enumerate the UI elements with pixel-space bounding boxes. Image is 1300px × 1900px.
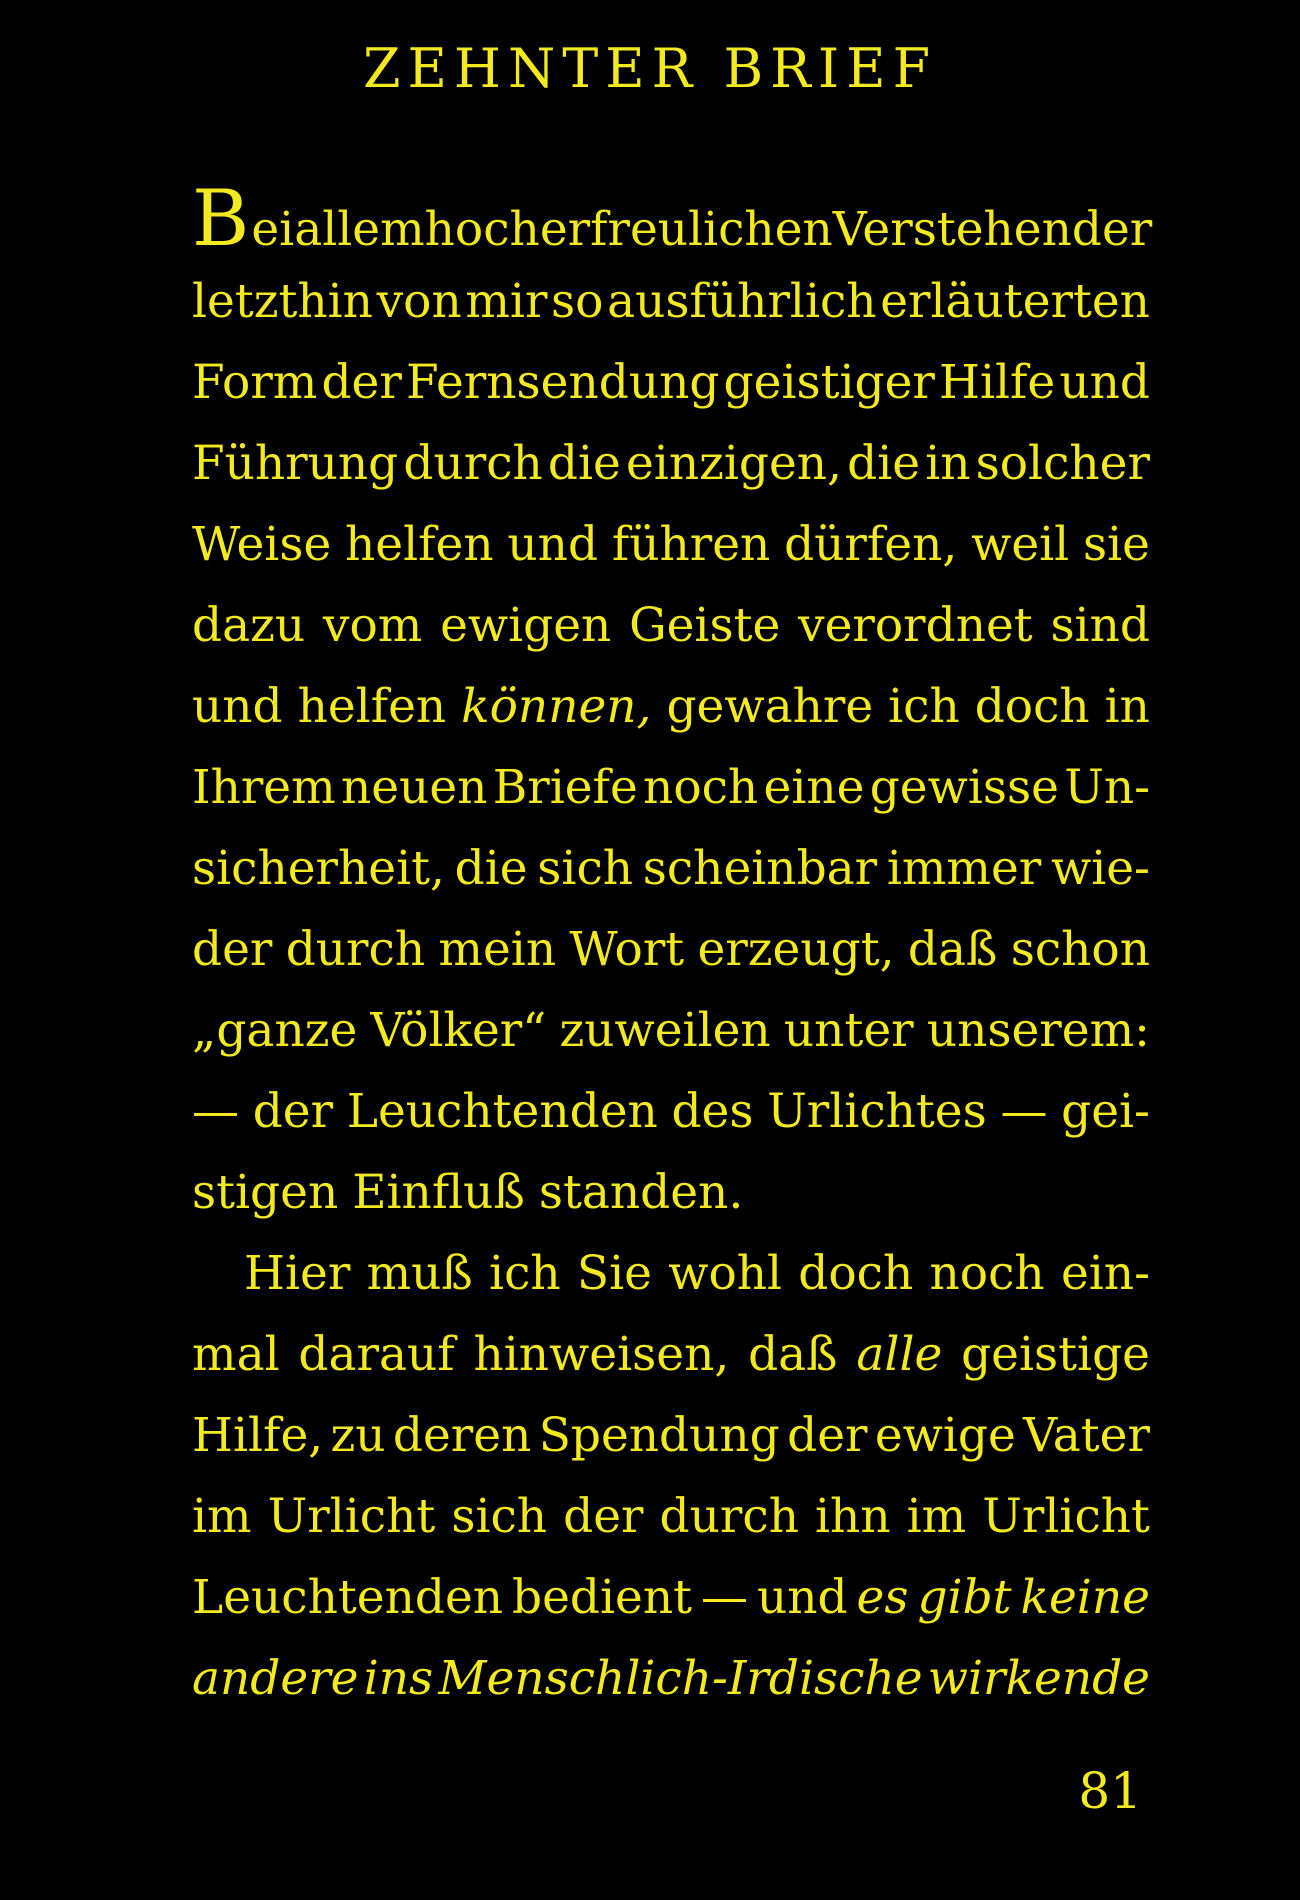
word: der [252, 1084, 334, 1139]
word: — [700, 1570, 748, 1625]
page-number: 81 [1078, 1762, 1142, 1820]
word: sie [1082, 517, 1150, 572]
word: Hilfe [938, 355, 1056, 410]
word: alle [856, 1327, 943, 1382]
word: und [192, 679, 283, 734]
text-line [192, 585, 1150, 666]
word: durch [403, 436, 543, 491]
word: in [1104, 679, 1150, 734]
paragraph-1 [192, 174, 1153, 1233]
text-line [192, 504, 1150, 585]
text-line [192, 342, 1150, 423]
word: Menschlich-Irdische [438, 1651, 923, 1706]
word: dürfen, [784, 517, 958, 572]
word: neuen [340, 760, 488, 815]
text-line [192, 666, 1150, 747]
word: ein- [1060, 1246, 1150, 1301]
word: ich [888, 679, 960, 734]
word: Hilfe, [192, 1408, 324, 1463]
word: Leuchtenden [192, 1570, 504, 1625]
word: im [192, 1489, 252, 1544]
word: „ganze [192, 1003, 358, 1058]
word: Fernsendung [405, 355, 720, 410]
word: stigen [192, 1165, 339, 1220]
word: Völker“ [370, 1003, 547, 1058]
word: zuweilen [559, 1003, 771, 1058]
word: Einfluß [352, 1165, 525, 1220]
word: Wort [569, 922, 685, 977]
word: Urlicht [267, 1489, 436, 1544]
word: deren [392, 1408, 532, 1463]
word: unter [783, 1003, 914, 1058]
word: Geiste [629, 598, 781, 653]
word: und [1059, 355, 1150, 410]
word: verordnet [798, 598, 1033, 653]
text-line [192, 747, 1150, 828]
word: von [376, 274, 462, 329]
page-title: ZEHNTER BRIEF [362, 37, 938, 100]
word: die [547, 436, 621, 491]
word: — [1000, 1084, 1048, 1139]
word: Vater [1023, 1408, 1150, 1463]
word: Sie [576, 1246, 652, 1301]
text-line [192, 1638, 1150, 1719]
word: zu [330, 1408, 386, 1463]
body-text [192, 174, 1153, 1719]
word: es [856, 1570, 909, 1625]
text-line [192, 990, 1150, 1071]
text-line [192, 909, 1150, 990]
word: im [906, 1489, 967, 1544]
word: hinweisen, [473, 1327, 730, 1382]
word: wie- [1050, 841, 1150, 896]
word: Form [192, 355, 318, 410]
word: ins [363, 1651, 434, 1706]
word: der [787, 1408, 868, 1463]
word: sind [1050, 598, 1150, 653]
word: mein [438, 922, 557, 977]
word: führen [611, 517, 771, 572]
word: helfen [297, 679, 447, 734]
word: ei [251, 202, 295, 257]
word: hocherfreulichen [424, 202, 833, 257]
word: sicherheit, [192, 841, 445, 896]
text-line [192, 423, 1150, 504]
word: ewigen [440, 598, 612, 653]
text-line [192, 828, 1150, 909]
word: darauf [298, 1327, 455, 1382]
word: wohl [668, 1246, 783, 1301]
text-line [192, 174, 1153, 264]
word: gibt [917, 1570, 1012, 1625]
paragraph-2 [192, 1233, 1150, 1719]
word: die [454, 841, 528, 896]
word: bedient [512, 1570, 692, 1625]
word: und [756, 1570, 848, 1625]
word: Hier [244, 1246, 351, 1301]
word: erläuterten [880, 274, 1150, 329]
word: geistiger [723, 355, 935, 410]
word: andere [192, 1651, 359, 1706]
word: muß [366, 1246, 473, 1301]
word: erzeugt, [697, 922, 895, 977]
word: der [192, 922, 273, 977]
word: daß [748, 1327, 838, 1382]
word: allem [294, 202, 425, 257]
word: der [563, 1489, 644, 1544]
word: eine [763, 760, 865, 815]
text-line [192, 1071, 1150, 1152]
word: durch [659, 1489, 799, 1544]
text-line [192, 1395, 1150, 1476]
word: sich [537, 841, 634, 896]
word: so [551, 274, 604, 329]
word: standen. [538, 1165, 744, 1220]
word: noch [643, 760, 759, 815]
word: ewige [874, 1408, 1016, 1463]
word: dazu [192, 598, 306, 653]
word: in [925, 436, 971, 491]
word: des [671, 1084, 754, 1139]
text-line [192, 1152, 1150, 1233]
word: Leuchtenden [346, 1084, 658, 1139]
word: ausführlich [607, 274, 877, 329]
text-line [192, 1233, 1150, 1314]
word: immer [886, 841, 1042, 896]
word: solcher [975, 436, 1150, 491]
word: noch [929, 1246, 1045, 1301]
word: Urlicht [982, 1489, 1150, 1544]
word: sich [451, 1489, 548, 1544]
word: Urlichtes [767, 1084, 987, 1139]
word: ich [489, 1246, 561, 1301]
word: — [192, 1084, 239, 1139]
word: daß [907, 922, 998, 977]
word: gewisse [869, 760, 1059, 815]
first-word [192, 174, 295, 270]
word: scheinbar [642, 841, 878, 896]
word: Verstehen [832, 202, 1072, 257]
word: Weise [192, 517, 332, 572]
word: können, [461, 679, 652, 734]
word: und [507, 517, 599, 572]
word: die [847, 436, 921, 491]
word: gewahre [666, 679, 874, 734]
word: mal [192, 1327, 280, 1382]
word: der [321, 355, 402, 410]
word: helfen [345, 517, 494, 572]
word: durch [285, 922, 426, 977]
word: ihn [815, 1489, 891, 1544]
word: gei- [1061, 1084, 1150, 1139]
word: geistige [961, 1327, 1150, 1382]
text-line [192, 1476, 1150, 1557]
word: Führung [192, 436, 399, 491]
text-line [192, 1557, 1150, 1638]
word: Ihrem [192, 760, 336, 815]
word: Briefe [492, 760, 638, 815]
word: Un- [1064, 760, 1150, 815]
word: weil [971, 517, 1070, 572]
word: einzigen, [625, 436, 843, 491]
text-line [192, 261, 1150, 342]
word: unserem: [926, 1003, 1150, 1058]
text-line [192, 1314, 1150, 1395]
word: letzthin [192, 274, 373, 329]
word: mir [465, 274, 548, 329]
word: keine [1020, 1570, 1150, 1625]
word: vom [322, 598, 423, 653]
word: doch [798, 1246, 914, 1301]
word: wirkende [927, 1651, 1150, 1706]
word: schon [1010, 922, 1150, 977]
word: doch [974, 679, 1090, 734]
word: Spendung [538, 1408, 780, 1463]
drop-cap: B [192, 174, 250, 264]
word: der [1071, 202, 1153, 257]
